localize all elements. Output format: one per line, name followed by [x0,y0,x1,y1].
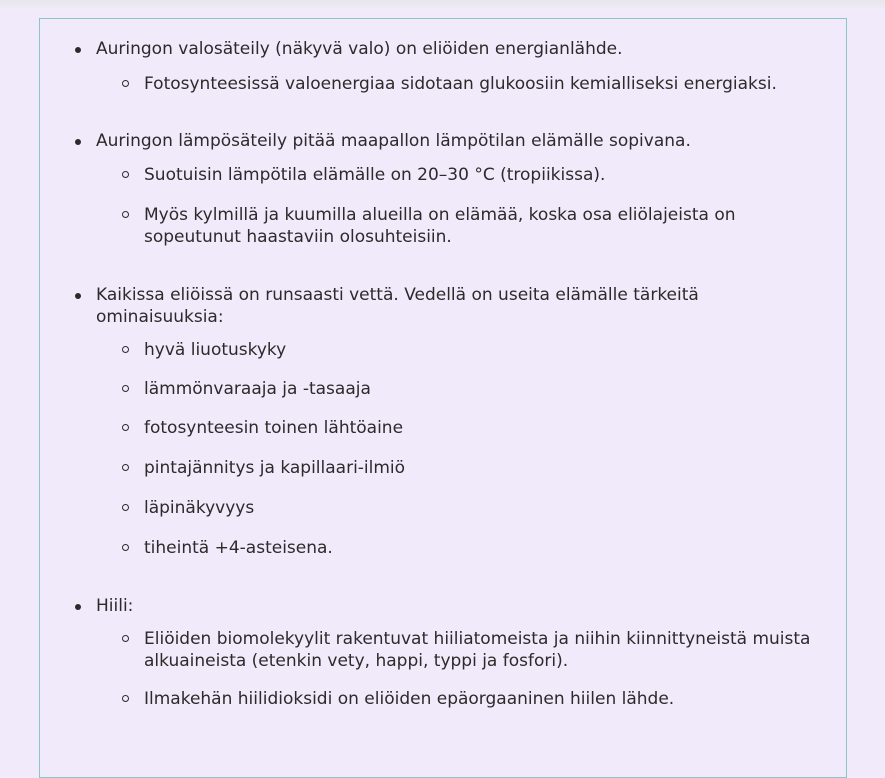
circle-bullet-icon [122,424,129,431]
circle-bullet-icon [122,211,129,218]
top-shadow [0,0,885,10]
list-item-text: Auringon lämpösäteily pitää maapallon lämpötilan elämälle sopivana. [96,131,691,151]
bullet-icon [75,604,81,610]
sub-list-item-text: tiheintä +4-asteisena. [144,538,333,558]
circle-bullet-icon [122,464,129,471]
bullet-icon [75,47,81,53]
sub-list-item-text: Fotosynteesissä valoenergiaa sidotaan glukoosiin kemialliseksi energiaksi. [144,74,777,94]
list-item-text: Hiili: [96,596,134,616]
list-item-text: Kaikissa eliöissä on runsaasti vettä. Vedellä on useita elämälle tärkeitä ominaisuuksia: [96,285,699,327]
circle-bullet-icon [122,385,129,392]
sub-list-item-text: lämmönvaraaja ja -tasaaja [144,379,371,399]
circle-bullet-icon [122,171,129,178]
sub-list-item-text: Eliöiden biomolekyylit rakentuvat hiiliatomeista ja niihin kiinnittyneistä muista alkuaineista (etenkin vety, happi, typpi ja fosfori). [144,629,811,671]
circle-bullet-icon [122,635,129,642]
sub-list-item-text: läpinäkyvyys [144,498,255,518]
circle-bullet-icon [122,544,129,551]
list-item-text: Auringon valosäteily (näkyvä valo) on eliöiden energianlähde. [96,39,623,59]
sub-list-item-text: pintajännitys ja kapillaari-ilmiö [144,458,406,478]
circle-bullet-icon [122,695,129,702]
bullet-icon [75,293,81,299]
bullet-icon [75,139,81,145]
sub-list-item-text: hyvä liuotuskyky [144,340,287,360]
sub-list-item-text: fotosynteesin toinen lähtöaine [144,418,404,438]
sub-list-item-text: Suotuisin lämpötila elämälle on 20–30 °C (tropiikissa). [144,165,606,185]
content-box [39,18,847,778]
sub-list-item-text: Ilmakehän hiilidioksidi on eliöiden epäorgaaninen hiilen lähde. [144,689,675,709]
circle-bullet-icon [122,80,129,87]
circle-bullet-icon [122,346,129,353]
sub-list-item-text: Myös kylmillä ja kuumilla alueilla on elämää, koska osa eliölajeista on sopeutunut haastaviin olosuhteisiin. [144,205,736,247]
circle-bullet-icon [122,504,129,511]
